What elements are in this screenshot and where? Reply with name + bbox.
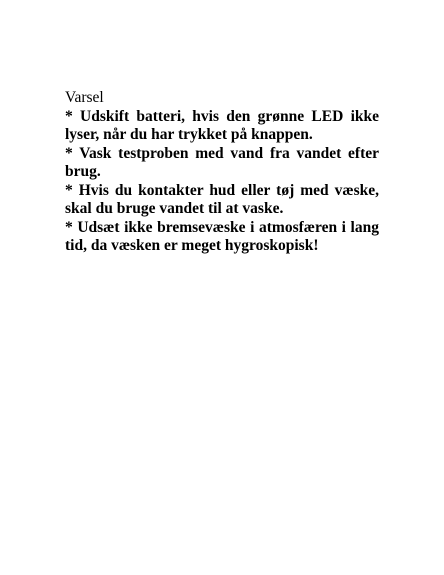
warning-heading: Varsel xyxy=(65,89,104,106)
warning-section xyxy=(65,89,379,256)
warning-item-wash-probe: * Vask testproben med vand fra vandet efter brug. xyxy=(65,144,379,180)
warning-item-skin-contact: * Hvis du kontakter hud eller tøj med væske, skal du bruge vandet til at vaske. xyxy=(65,181,379,217)
warning-item-hygroscopic: * Udsæt ikke bremsevæske i atmosfæren i lang tid, da væsken er meget hygroskopisk! xyxy=(65,218,379,254)
warning-item-battery: * Udskift batteri, hvis den grønne LED ikke lyser, når du har trykket på knappen. xyxy=(65,107,379,143)
